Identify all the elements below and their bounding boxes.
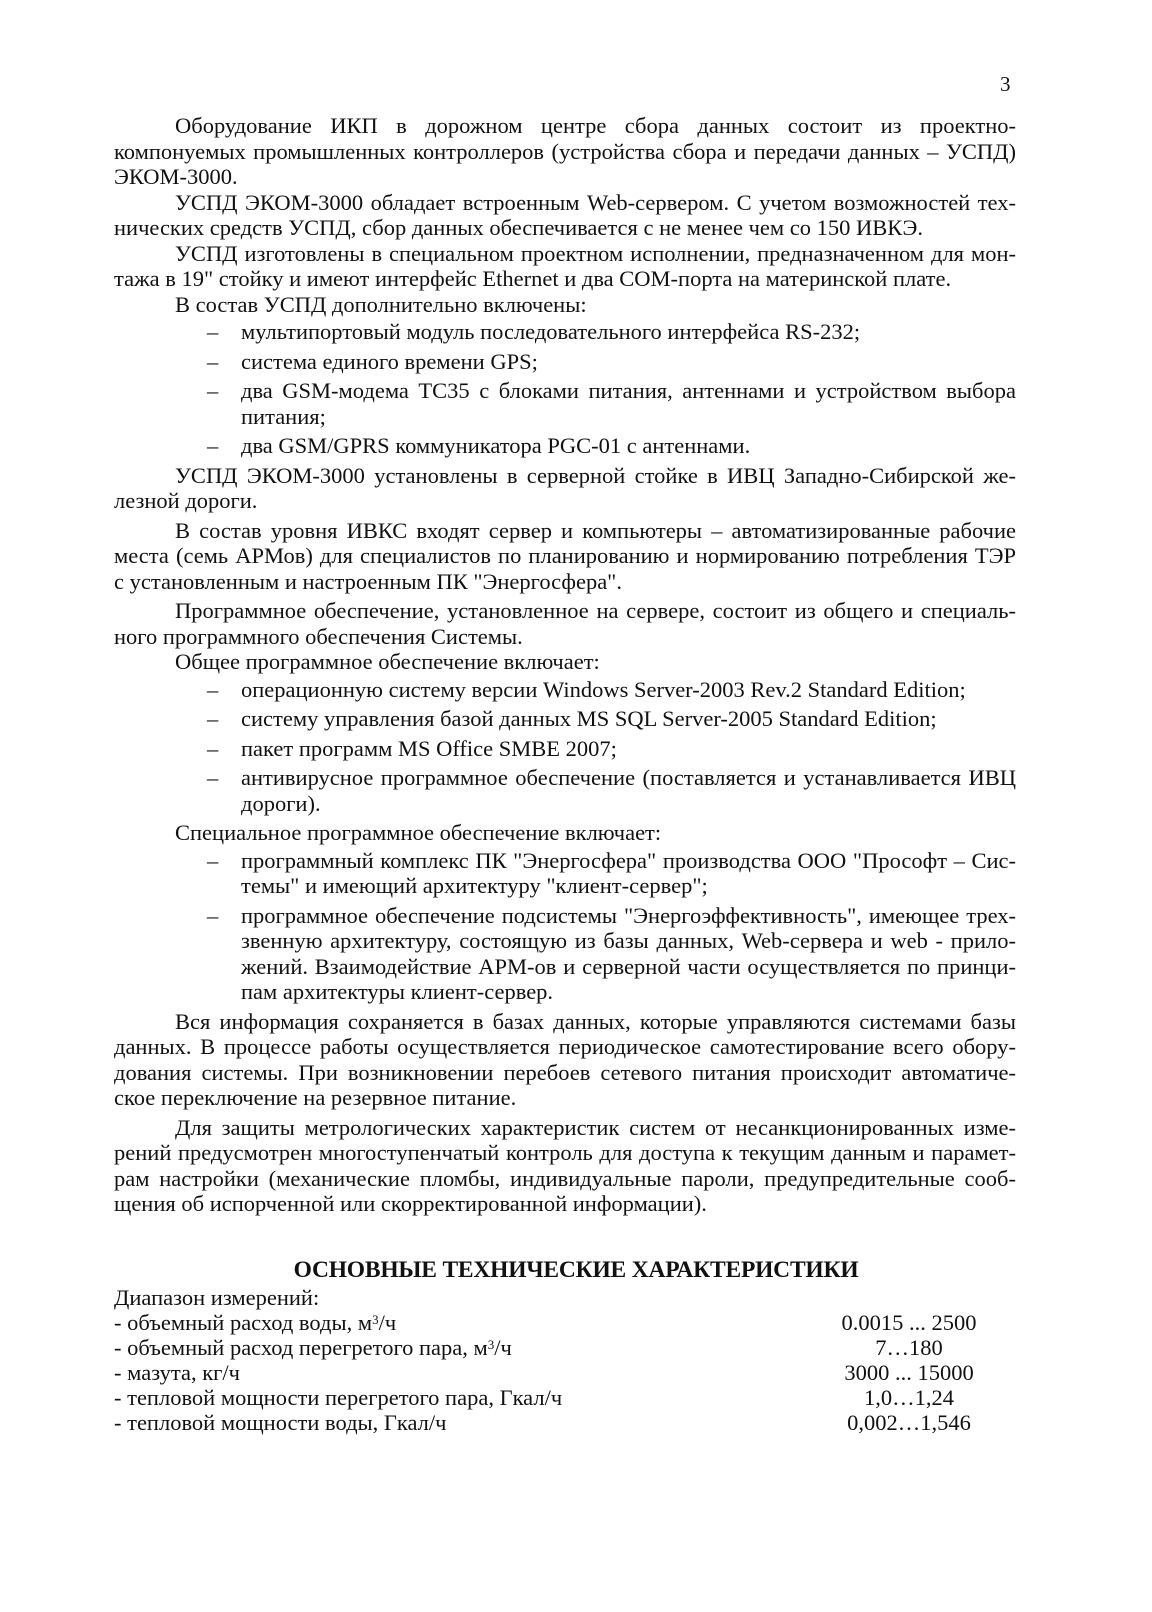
spec-row — [114, 1385, 994, 1410]
text-line: УСПД ЭКОМ-3000 обладает встроенным Web-сервером. С учетом возможностей тех- — [175, 189, 1016, 215]
dash-bullet-icon: – — [207, 902, 219, 928]
spec-label: - объемный расход перегретого пара, $м^3/ч$ — [114, 1335, 512, 1360]
specs-range-label: Диапазон измерений: — [114, 1285, 320, 1310]
list-item — [114, 848, 1016, 899]
list-item — [114, 736, 1016, 762]
text-line: Оборудование ИКП в дорожном центре сбора данных состоит из проектно- — [175, 113, 1016, 138]
text-line: мультипортовый модуль последовательного интерфейса RS-232; — [241, 319, 861, 344]
spec-label: - объемный расход воды, $м^3/ч$ — [114, 1310, 397, 1335]
text-line: систему управления базой данных MS SQL Server-2005 Standard Edition; — [241, 706, 937, 731]
dash-bullet-icon: – — [207, 847, 219, 873]
text-line: Вся информация сохраняется в базах данных, которые управляются системами базы — [175, 1008, 1016, 1034]
list-item — [114, 677, 1016, 703]
text-line: темы" и имеющий архитектуру "клиент-сервер"; — [241, 873, 708, 898]
text-line: программный комплекс ПК "Энергосфера" производства ООО "Прософт – Сис- — [241, 847, 1016, 873]
text-line: операционную систему версии Windows Server-2003 Rev.2 Standard Edition; — [241, 676, 966, 702]
text-line: Для защиты метрологических характеристик систем от несанкционированных изме- — [175, 1114, 1016, 1140]
dash-bullet-icon: – — [207, 676, 219, 702]
text-line: дования системы. При возникновении перебоев сетевого питания происходит автоматиче- — [114, 1059, 1016, 1085]
specs-range-label-row — [114, 1285, 994, 1310]
spec-label: - мазута, кг/ч — [114, 1360, 240, 1385]
spec-value: 7…180 — [875, 1335, 943, 1360]
special-software-list — [114, 848, 1016, 1005]
paragraph-installation — [114, 463, 1016, 514]
paragraph-ivks — [114, 518, 1016, 595]
text-line: пакет программ MS Office SMBE 2007; — [241, 735, 617, 761]
text-line: дороги). — [241, 790, 321, 816]
list-item — [114, 706, 1016, 732]
text-line: Программное обеспечение, установленное на сервере, состоит из общего и специаль- — [175, 598, 1016, 623]
text-line: данных. В процессе работы осуществляется периодическое самотестирование всего обору- — [114, 1034, 1016, 1059]
text-line: программное обеспечение подсистемы "Энергоэффективность", имеющее трех- — [241, 902, 1016, 928]
dash-bullet-icon: – — [207, 735, 219, 761]
text-line: Общее программное обеспечение включает: — [175, 649, 600, 674]
text-line: жений. Взаимодействие АРМ-ов и серверной части осуществляется по принци- — [241, 953, 1016, 979]
text-line: лезной дороги. — [114, 488, 258, 513]
paragraph-special-software-intro — [114, 820, 1016, 846]
dash-bullet-icon: – — [207, 378, 219, 403]
spec-label: - тепловой мощности воды, Гкал/ч — [114, 1410, 447, 1435]
spec-row — [114, 1310, 994, 1335]
dash-bullet-icon: – — [207, 433, 219, 458]
spec-row — [114, 1410, 994, 1435]
text-line: с установленным и настроенным ПК "Энергосфера". — [114, 568, 622, 594]
dash-bullet-icon: – — [207, 765, 219, 790]
section-heading: ОСНОВНЫЕ ТЕХНИЧЕСКИЕ ХАРАКТЕРИСТИКИ — [293, 1256, 859, 1283]
text-line: звенную архитектуру, состоящую из базы данных, Web-сервера и web - прило- — [241, 928, 1016, 953]
dash-bullet-icon: – — [207, 319, 219, 344]
paragraph-equipment — [114, 113, 1016, 190]
paragraph-general-software-intro — [114, 649, 1016, 675]
paragraph-metrology-protection — [114, 1115, 1016, 1217]
general-software-list — [114, 677, 1016, 817]
list-item — [114, 319, 1016, 345]
page-number: 3 — [1000, 72, 1011, 96]
paragraph-data-storage — [114, 1009, 1016, 1111]
list-item — [114, 378, 1016, 429]
text-line: ЭКОМ-3000. — [114, 164, 238, 189]
paragraph-components-intro — [114, 292, 1016, 318]
document-body — [114, 113, 1016, 1217]
text-line: щения об испорченной или скорректированной информации). — [114, 1191, 707, 1216]
text-line: В состав УСПД дополнительно включены: — [175, 291, 587, 317]
spec-row — [114, 1360, 994, 1385]
list-item — [114, 903, 1016, 1005]
text-line: ское переключение на резервное питание. — [114, 1085, 517, 1110]
text-line: питания; — [241, 403, 326, 429]
spec-label: - тепловой мощности перегретого пара, Гкал/ч — [114, 1385, 563, 1410]
list-item — [114, 349, 1016, 375]
text-line: два GSM/GPRS коммуникатора PGC-01 с антеннами. — [241, 433, 751, 458]
list-item — [114, 765, 1016, 816]
text-line: места (семь АРМов) для специалистов по планированию и нормированию потребления ТЭР — [114, 543, 1016, 568]
text-line: система единого времени GPS; — [241, 348, 538, 374]
specs-table — [114, 1285, 994, 1435]
text-line: нических средств УСПД, сбор данных обеспечивается с не менее чем со 150 ИВКЭ. — [114, 215, 924, 240]
text-line: рам настройки (механические пломбы, индивидуальные пароли, предупредительные сооб- — [114, 1165, 1016, 1191]
text-line: В состав уровня ИВКС входят сервер и компьютеры – автоматизированные рабочие — [175, 517, 1016, 543]
text-line: антивирусное программное обеспечение (поставляется и устанавливается ИВЦ — [241, 765, 1016, 790]
text-line: Специальное программное обеспечение включает: — [175, 820, 662, 845]
spec-row — [114, 1335, 994, 1360]
text-line: два GSM-модема TC35 с блоками питания, антеннами и устройством выбора — [241, 378, 1016, 403]
text-line: ного программного обеспечения Системы. — [114, 623, 523, 649]
uspd-components-list — [114, 319, 1016, 459]
list-item — [114, 433, 1016, 459]
paragraph-web-server — [114, 190, 1016, 241]
spec-value: 0,002…1,546 — [847, 1410, 971, 1435]
text-line: УСПД ЭКОМ-3000 установлены в серверной стойке в ИВЦ Западно-Сибирской же- — [175, 462, 1016, 488]
dash-bullet-icon: – — [207, 706, 219, 731]
paragraph-rack-mount — [114, 241, 1016, 292]
spec-value: 0.0015 ... 2500 — [841, 1310, 977, 1335]
text-line: рений предусмотрен многоступенчатый контроль для доступа к текущим данным и парамет- — [114, 1140, 1016, 1165]
spec-value: 3000 ... 15000 — [844, 1360, 974, 1385]
paragraph-software — [114, 598, 1016, 649]
text-line: тажа в 19" стойку и имеют интерфейс Ethernet и два COM-порта на материнской плате. — [114, 266, 952, 291]
dash-bullet-icon: – — [207, 348, 219, 374]
text-line: УСПД изготовлены в специальном проектном исполнении, предназначенном для мон- — [175, 240, 1016, 266]
text-line: компонуемых промышленных контроллеров (устройства сбора и передачи данных – УСПД) — [114, 138, 1016, 164]
text-line: пам архитектуры клиент-сервер. — [241, 979, 554, 1004]
spec-value: 1,0…1,24 — [864, 1385, 954, 1410]
